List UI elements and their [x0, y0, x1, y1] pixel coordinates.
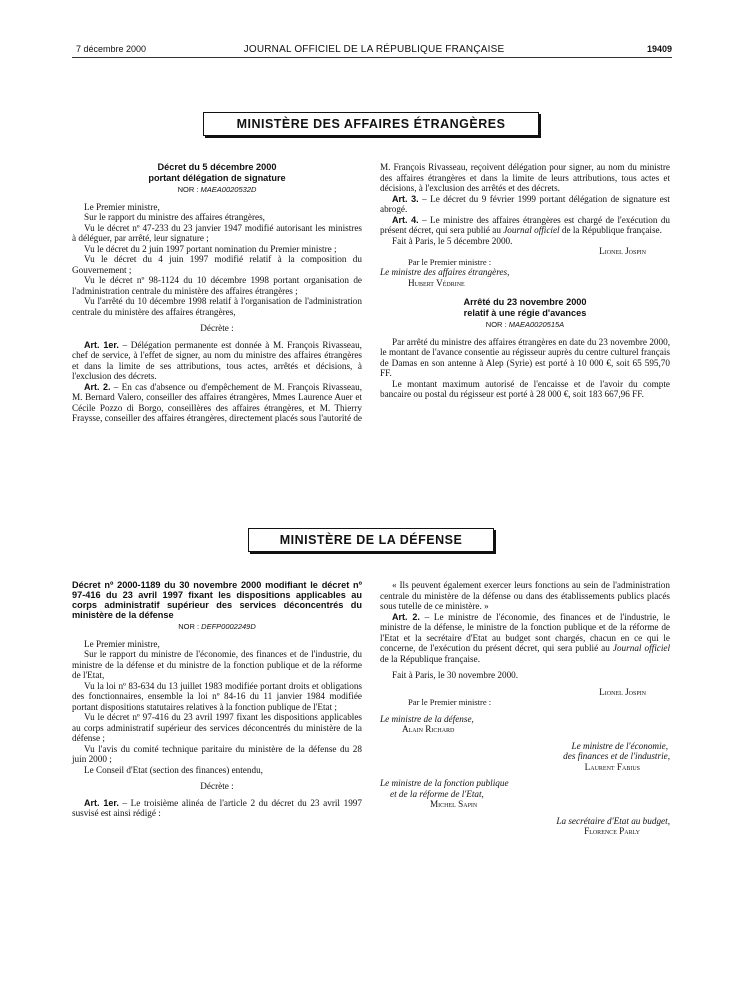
decret-title: Décret nº 2000-1189 du 30 novembre 2000 modifiant le décret nº 97-416 du 23 avril 1997 fixant les dispositions applicables au corps administratif supérieur des services déconcentrés du ministère de la défense — [72, 580, 362, 620]
paragraph: Vu le décret du 4 juin 1997 modifié relatif à la composition du Gouvernement ; — [72, 254, 362, 275]
par-le-premier-ministre: Par le Premier ministre : — [408, 256, 492, 267]
quoted-paragraph: « Ils peuvent également exercer leurs fonctions au sein de l'administration centrale du ministère de la défense ou dans des établissements publics placés sous tutelle de ce ministère. » — [380, 580, 670, 611]
signatory-premier-ministre: Lionel Jospin — [599, 686, 646, 697]
article-2-continued: M. François Rivasseau, reçoivent délégation pour signer, au nom du ministre des affaires étrangères et dans la limite de leurs attributions, tous actes et décisions, à l'exclusion des arrêtés et des décrets. — [380, 162, 670, 193]
nor-reference: NOR : MAEA0020515A — [485, 320, 565, 329]
arrete-title-line1: Arrêté du 23 novembre 2000 — [463, 297, 587, 307]
decret-2000-1189 — [72, 580, 362, 819]
budget-secretary-name: Florence Parly — [584, 826, 640, 836]
minister-title: Le ministre des affaires étrangères, — [380, 267, 510, 277]
economy-minister-name: Laurent Fabius — [584, 761, 640, 772]
page-number: 19409 — [646, 44, 672, 54]
decret-2000-1189-continued — [380, 580, 670, 837]
article-2: Art. 2. – Le ministre de l'économie, des finances et de l'industrie, le ministre de la défense, le ministre de la fonction publique et de la réforme de l'Etat et la secrétaire d'Etat au budget sont chargés, chacun en ce qui le concerne, de l'exécution du présent décret, qui sera publié au Journal officiel de la République française. — [380, 611, 671, 664]
paragraph: Vu le décret nº 47-233 du 23 janvier 1947 modifié autorisant les ministres à déléguer, par arrêté, leur signature ; — [72, 222, 362, 243]
paragraph: Vu la loi nº 83-634 du 13 juillet 1983 modifiée portant droits et obligations des fonctionnaires, ensemble la loi nº 84-16 du 11 janvier 1984 modifiée portant dispositions statutaires relatives à la fonction publique de l'Etat ; — [72, 680, 362, 712]
article-4: Art. 4. – Le ministre des affaires étrangères est chargé de l'exécution du présent décret, qui sera publié au Journal officiel de la République française. — [380, 214, 671, 235]
ministry-heading-defense: MINISTÈRE DE LA DÉFENSE — [248, 528, 494, 552]
article-2: Art. 2. – En cas d'absence ou d'empêchement de M. François Rivasseau, M. Bernard Valero, conseiller des affaires étrangères, Mmes Laurence Auer et Cécile Pozzo di Borgo, conseillères des affaires étrangères, et M. Thierry Fraysse, conseiller des affaires étrangères, directement placés sous l'autorité de — [72, 381, 363, 423]
article-1: Art. 1er. – Le troisième alinéa de l'article 2 du décret du 23 avril 1997 susvisé est ainsi rédigé : — [72, 797, 362, 818]
paragraph: Vu le décret nº 97-416 du 23 avril 1997 fixant les dispositions applicables au corps administratif supérieur des services déconcentrés du ministère de la défense ; — [72, 712, 362, 743]
paragraph: Le montant maximum autorisé de l'encaisse et de l'avoir du compte bancaire ou postal du régisseur est porté à 28 000 €, soit 183 667,96 FF. — [380, 378, 670, 399]
public-service-minister-title: et de la réforme de l'Etat, — [390, 788, 484, 799]
par-le-premier-ministre: Par le Premier ministre : — [408, 697, 492, 707]
paragraph: Vu le décret du 2 juin 1997 portant nomination du Premier ministre ; — [84, 243, 337, 254]
paragraph: Sur le rapport du ministre des affaires étrangères, — [84, 212, 265, 222]
paragraph: Par arrêté du ministre des affaires étrangères en date du 23 novembre 2000, le montant de l'avance consentie au régisseur auprès du centre culturel français de Damas en son antenne à Alep (Syrie) est porté à 10 000 €, soit 65 595,70 FF. — [380, 336, 670, 378]
defense-minister-title: Le ministre de la défense, — [380, 713, 474, 724]
paragraph: Sur le rapport du ministre de l'économie, des finances et de l'industrie, du ministre de la défense et du ministre de la fonction publique et de la réforme de l'Etat, — [72, 649, 362, 680]
article-3: Art. 3. – Le décret du 9 février 1999 portant délégation de signature est abrogé. — [380, 193, 670, 214]
nor-reference: NOR : DEFP0002249D — [178, 622, 256, 631]
decrete-label: Décrète : — [200, 323, 234, 333]
header-date: 7 décembre 2000 — [76, 44, 147, 54]
public-service-minister-title: Le ministre de la fonction publique — [380, 778, 509, 788]
decret-title-line2: portant délégation de signature — [148, 172, 286, 183]
paragraph: Le Conseil d'Etat (section des finances) entendu, — [84, 764, 263, 775]
decrete-label: Décrète : — [200, 781, 234, 791]
budget-secretary-title: La secrétaire d'Etat au budget, — [556, 815, 670, 826]
paragraph: Vu l'arrêté du 10 décembre 1998 relatif à l'organisation de l'administration centrale du ministère des affaires étrangères, — [72, 296, 362, 317]
economy-minister-title: Le ministre de l'économie, — [571, 740, 668, 751]
paragraph: Vu le décret nº 98-1124 du 10 décembre 1998 portant organisation de l'administration centrale du ministère des affaires étrangères ; — [72, 275, 362, 296]
paragraph: Le Premier ministre, — [84, 638, 160, 649]
journal-title: JOURNAL OFFICIEL DE LA RÉPUBLIQUE FRANÇAISE — [243, 44, 505, 55]
economy-minister-title: des finances et de l'industrie, — [563, 751, 670, 761]
paragraph: Le Premier ministre, — [84, 201, 160, 212]
public-service-minister-name: Michel Sapin — [430, 799, 478, 809]
header-rule — [72, 57, 672, 58]
article-1: Art. 1er. – Délégation permanente est donnée à M. François Rivasseau, chef de service, à l'effet de signer, au nom du ministre des affaires étrangères et dans la limite de ses attributions, tous actes, arrêtés et décisions, à l'exclusion des décrets. — [72, 339, 362, 381]
arrete-title-line2: relatif à une régie d'avances — [463, 307, 587, 318]
signatory-premier-ministre: Lionel Jospin — [599, 246, 646, 256]
minister-name: Hubert Védrine — [408, 277, 465, 288]
paragraph: Vu l'avis du comité technique paritaire du ministère de la défense du 28 juin 2000 ; — [72, 743, 362, 764]
decret-continuation — [380, 162, 670, 400]
fait-a-paris: Fait à Paris, le 30 novembre 2000. — [392, 670, 519, 680]
decret-title-line1: Décret du 5 décembre 2000 — [157, 162, 277, 172]
defense-minister-name: Alain Richard — [402, 724, 455, 734]
decret-delegation-signature — [72, 162, 362, 424]
fait-a-paris: Fait à Paris, le 5 décembre 2000. — [392, 235, 513, 246]
nor-reference: NOR : MAEA0020532D — [177, 185, 257, 194]
ministry-heading-affaires-etrangeres: MINISTÈRE DES AFFAIRES ÉTRANGÈRES — [203, 112, 539, 136]
